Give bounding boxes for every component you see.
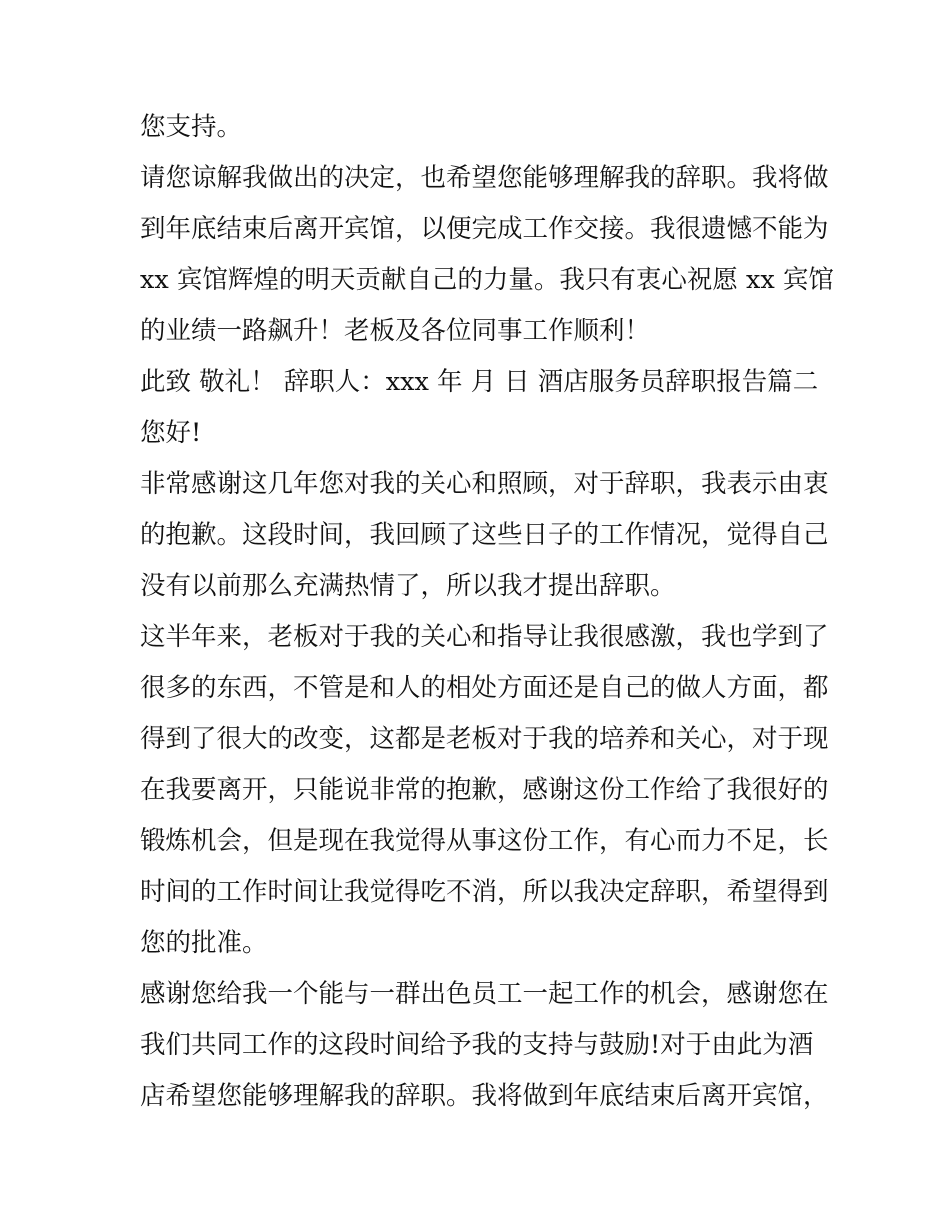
text-line: 此致 敬礼！ 辞职人：xxx 年 月 日 酒店服务员辞职报告篇二 xyxy=(140,367,819,397)
text-line: 我们共同工作的这段时间给予我的支持与鼓励!对于由此为酒 xyxy=(140,1030,814,1060)
document-body xyxy=(140,102,834,1122)
text-line: 这半年来，老板对于我的关心和指导让我很感激，我也学到了 xyxy=(140,622,829,652)
text-line: 店希望您能够理解我的辞职。我将做到年底结束后离开宾馆， xyxy=(140,1081,829,1111)
text-line: 您支持。 xyxy=(140,112,243,142)
text-line: 在我要离开，只能说非常的抱歉，感谢这份工作给了我很好的 xyxy=(140,775,829,805)
text-line: 到年底结束后离开宾馆，以便完成工作交接。我很遗憾不能为 xyxy=(140,214,829,244)
text-line: xx 宾馆辉煌的明天贡献自己的力量。我只有衷心祝愿 xx 宾馆 xyxy=(140,265,834,295)
text-line: 的业绩一路飙升！老板及各位同事工作顺利！ xyxy=(140,316,651,346)
text-line: 很多的东西，不管是和人的相处方面还是自己的做人方面，都 xyxy=(140,673,829,703)
text-line: 请您谅解我做出的决定，也希望您能够理解我的辞职。我将做 xyxy=(140,163,829,193)
text-line: 的抱歉。这段时间，我回顾了这些日子的工作情况，觉得自己 xyxy=(140,520,829,550)
text-line: 您好! xyxy=(140,418,202,448)
text-line: 非常感谢这几年您对我的关心和照顾，对于辞职，我表示由衷 xyxy=(140,469,829,499)
text-line: 感谢您给我一个能与一群出色员工一起工作的机会，感谢您在 xyxy=(140,979,829,1009)
text-line: 得到了很大的改变，这都是老板对于我的培养和关心，对于现 xyxy=(140,724,829,754)
text-line: 锻炼机会，但是现在我觉得从事这份工作，有心而力不足，长 xyxy=(140,826,829,856)
text-line: 时间的工作时间让我觉得吃不消，所以我决定辞职，希望得到 xyxy=(140,877,829,907)
text-line: 没有以前那么充满热情了，所以我才提出辞职。 xyxy=(140,571,676,601)
text-line: 您的批准。 xyxy=(140,928,268,958)
